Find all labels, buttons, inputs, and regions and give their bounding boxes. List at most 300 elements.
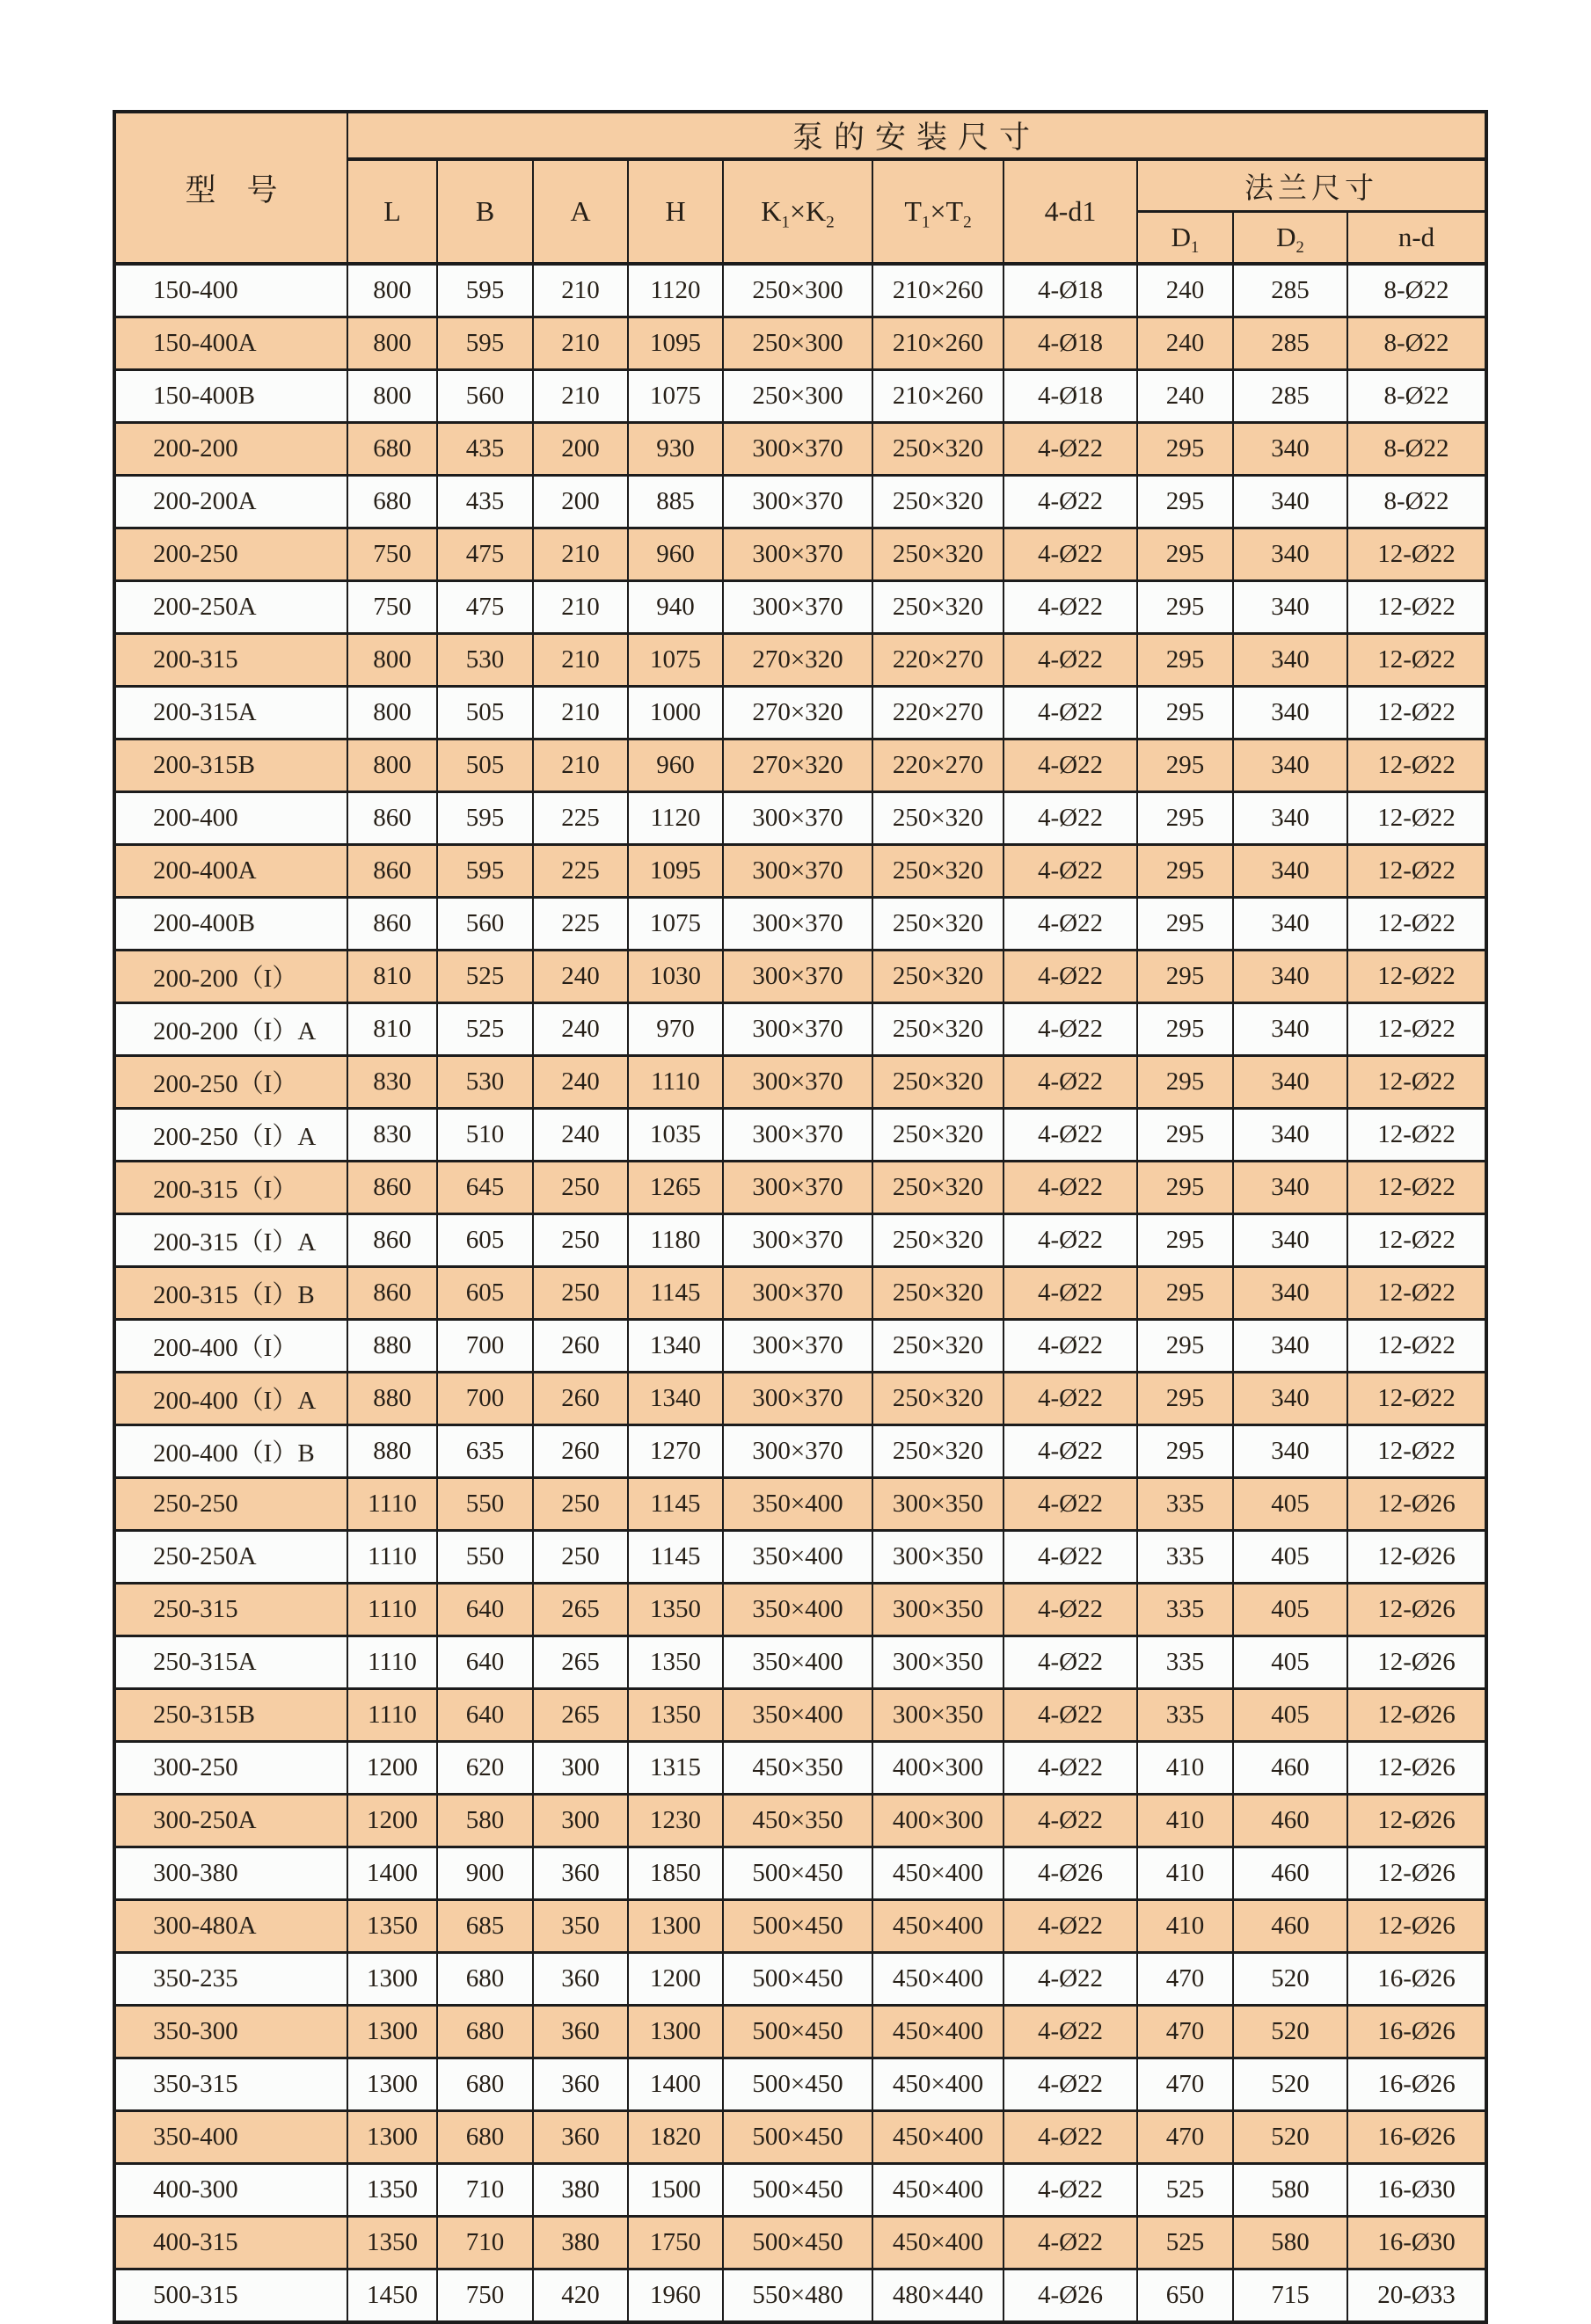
cell-T1xT2: 450×400 — [872, 1900, 1003, 1953]
cell-4-d1: 4-Ø18 — [1003, 370, 1137, 423]
cell-B: 435 — [437, 423, 533, 476]
cell-A: 260 — [533, 1320, 628, 1373]
cell-4-d1: 4-Ø22 — [1003, 2164, 1137, 2217]
cell-4-d1: 4-Ø22 — [1003, 634, 1137, 687]
cell-K1xK2: 300×370 — [723, 1162, 872, 1214]
cell-A: 300 — [533, 1742, 628, 1795]
cell-T1xT2: 220×270 — [872, 634, 1003, 687]
cell-4-d1: 4-Ø22 — [1003, 687, 1137, 739]
cell-n-d: 12-Ø22 — [1347, 528, 1486, 581]
cell-n-d: 12-Ø22 — [1347, 1320, 1486, 1373]
cell-D1: 295 — [1137, 581, 1233, 634]
cell-4-d1: 4-Ø22 — [1003, 2058, 1137, 2111]
cell-n-d: 12-Ø26 — [1347, 1742, 1486, 1795]
cell-D2: 285 — [1233, 264, 1347, 317]
cell-D1: 410 — [1137, 1795, 1233, 1847]
cell-A: 210 — [533, 581, 628, 634]
cell-D2: 340 — [1233, 1003, 1347, 1056]
cell-B: 710 — [437, 2217, 533, 2269]
cell-H: 1820 — [628, 2111, 723, 2164]
cell-T1xT2: 450×400 — [872, 1847, 1003, 1900]
header-D2-base: D — [1276, 222, 1296, 252]
cell-B: 475 — [437, 528, 533, 581]
cell-n-d: 12-Ø22 — [1347, 792, 1486, 845]
cell-D2: 405 — [1233, 1478, 1347, 1531]
cell-n-d: 12-Ø22 — [1347, 1267, 1486, 1320]
cell-D2: 340 — [1233, 581, 1347, 634]
table-row — [114, 370, 1486, 423]
header-T2-sub: 2 — [963, 213, 972, 232]
cell-n-d: 16-Ø26 — [1347, 2111, 1486, 2164]
cell-K1xK2: 300×370 — [723, 1109, 872, 1162]
cell-T1xT2: 450×400 — [872, 2164, 1003, 2217]
pump-dimensions-sheet — [113, 110, 1488, 2324]
table-row — [114, 1373, 1486, 1425]
cell-K1xK2: 300×370 — [723, 423, 872, 476]
cell-A: 210 — [533, 634, 628, 687]
header-D1 — [1137, 212, 1233, 265]
header-D2-sub: 2 — [1295, 238, 1304, 258]
cell-D2: 520 — [1233, 2006, 1347, 2058]
cell-A: 210 — [533, 528, 628, 581]
cell-K1xK2: 500×450 — [723, 2111, 872, 2164]
cell-A: 250 — [533, 1531, 628, 1584]
cell-model: 200-250A — [114, 581, 347, 634]
cell-K1xK2: 550×480 — [723, 2269, 872, 2323]
cell-n-d: 8-Ø22 — [1347, 423, 1486, 476]
cell-D1: 295 — [1137, 687, 1233, 739]
cell-B: 580 — [437, 1795, 533, 1847]
cell-D2: 340 — [1233, 951, 1347, 1003]
cell-L: 800 — [347, 634, 437, 687]
cell-D2: 340 — [1233, 1109, 1347, 1162]
cell-n-d: 16-Ø30 — [1347, 2164, 1486, 2217]
table-row — [114, 476, 1486, 528]
table-row — [114, 739, 1486, 792]
cell-T1xT2: 300×350 — [872, 1531, 1003, 1584]
cell-model: 200-400A — [114, 845, 347, 898]
cell-D1: 410 — [1137, 1742, 1233, 1795]
cell-D1: 470 — [1137, 2058, 1233, 2111]
cell-D1: 335 — [1137, 1636, 1233, 1689]
header-flange-dimensions: 法兰尺寸 — [1137, 159, 1486, 212]
cell-D2: 520 — [1233, 2111, 1347, 2164]
cell-T1xT2: 250×320 — [872, 792, 1003, 845]
cell-L: 750 — [347, 581, 437, 634]
cell-n-d: 12-Ø26 — [1347, 1636, 1486, 1689]
cell-model: 200-200 — [114, 423, 347, 476]
table-row — [114, 2058, 1486, 2111]
cell-D1: 410 — [1137, 1847, 1233, 1900]
cell-4-d1: 4-Ø22 — [1003, 1320, 1137, 1373]
cell-model: 400-300 — [114, 2164, 347, 2217]
table-row — [114, 581, 1486, 634]
cell-D2: 340 — [1233, 1056, 1347, 1109]
cell-K1xK2: 300×370 — [723, 1056, 872, 1109]
cell-H: 1350 — [628, 1689, 723, 1742]
cell-D1: 295 — [1137, 1162, 1233, 1214]
cell-K1xK2: 350×400 — [723, 1636, 872, 1689]
cell-model: 250-250A — [114, 1531, 347, 1584]
cell-n-d: 12-Ø26 — [1347, 1689, 1486, 1742]
cell-A: 250 — [533, 1267, 628, 1320]
table-row — [114, 1584, 1486, 1636]
cell-T1xT2: 250×320 — [872, 845, 1003, 898]
cell-A: 210 — [533, 370, 628, 423]
cell-T1xT2: 250×320 — [872, 528, 1003, 581]
cell-D1: 295 — [1137, 1267, 1233, 1320]
header-install-dimensions-title: 泵的安装尺寸 — [347, 112, 1486, 159]
cell-D2: 715 — [1233, 2269, 1347, 2323]
cell-A: 360 — [533, 2058, 628, 2111]
cell-B: 710 — [437, 2164, 533, 2217]
cell-H: 1850 — [628, 1847, 723, 1900]
cell-A: 240 — [533, 1056, 628, 1109]
cell-H: 1340 — [628, 1373, 723, 1425]
cell-L: 1300 — [347, 2111, 437, 2164]
cell-K1xK2: 300×370 — [723, 528, 872, 581]
cell-D1: 295 — [1137, 951, 1233, 1003]
cell-K1xK2: 500×450 — [723, 2217, 872, 2269]
cell-H: 1075 — [628, 370, 723, 423]
cell-n-d: 12-Ø26 — [1347, 1900, 1486, 1953]
cell-H: 1315 — [628, 1742, 723, 1795]
cell-B: 645 — [437, 1162, 533, 1214]
cell-H: 885 — [628, 476, 723, 528]
header-B: B — [437, 159, 533, 264]
cell-L: 1400 — [347, 1847, 437, 1900]
cell-L: 1110 — [347, 1531, 437, 1584]
cell-D2: 340 — [1233, 1373, 1347, 1425]
cell-K1xK2: 250×300 — [723, 264, 872, 317]
cell-n-d: 12-Ø26 — [1347, 1847, 1486, 1900]
table-row — [114, 1531, 1486, 1584]
cell-B: 700 — [437, 1373, 533, 1425]
cell-H: 970 — [628, 1003, 723, 1056]
cell-4-d1: 4-Ø22 — [1003, 1531, 1137, 1584]
table-row — [114, 2006, 1486, 2058]
cell-L: 830 — [347, 1056, 437, 1109]
cell-L: 1110 — [347, 1689, 437, 1742]
cell-model: 350-315 — [114, 2058, 347, 2111]
cell-B: 640 — [437, 1636, 533, 1689]
cell-H: 1120 — [628, 264, 723, 317]
cell-D1: 525 — [1137, 2217, 1233, 2269]
cell-L: 800 — [347, 687, 437, 739]
cell-L: 1300 — [347, 2006, 437, 2058]
cell-D1: 295 — [1137, 739, 1233, 792]
cell-H: 1270 — [628, 1425, 723, 1478]
cell-B: 685 — [437, 1900, 533, 1953]
cell-A: 250 — [533, 1214, 628, 1267]
cell-D2: 340 — [1233, 634, 1347, 687]
cell-n-d: 12-Ø22 — [1347, 1373, 1486, 1425]
cell-D1: 470 — [1137, 2111, 1233, 2164]
cell-D1: 295 — [1137, 423, 1233, 476]
cell-model: 200-250 — [114, 528, 347, 581]
cell-H: 1200 — [628, 1953, 723, 2006]
cell-D2: 340 — [1233, 687, 1347, 739]
cell-model: 200-200（I） — [114, 951, 347, 1003]
cell-A: 210 — [533, 264, 628, 317]
cell-K1xK2: 300×370 — [723, 1003, 872, 1056]
table-row — [114, 1056, 1486, 1109]
cell-D2: 340 — [1233, 898, 1347, 951]
cell-D2: 340 — [1233, 1425, 1347, 1478]
cell-4-d1: 4-Ø22 — [1003, 1109, 1137, 1162]
cell-A: 300 — [533, 1795, 628, 1847]
cell-A: 200 — [533, 423, 628, 476]
header-K2-base: K — [806, 195, 827, 227]
table-row — [114, 634, 1486, 687]
cell-K1xK2: 500×450 — [723, 1953, 872, 2006]
cell-B: 750 — [437, 2269, 533, 2323]
cell-D2: 340 — [1233, 1214, 1347, 1267]
cell-T1xT2: 450×400 — [872, 2058, 1003, 2111]
cell-4-d1: 4-Ø22 — [1003, 1742, 1137, 1795]
cell-H: 1350 — [628, 1636, 723, 1689]
cell-4-d1: 4-Ø22 — [1003, 1795, 1137, 1847]
cell-B: 680 — [437, 2006, 533, 2058]
cell-K1xK2: 300×370 — [723, 898, 872, 951]
cell-D1: 525 — [1137, 2164, 1233, 2217]
cell-B: 475 — [437, 581, 533, 634]
cell-4-d1: 4-Ø22 — [1003, 1425, 1137, 1478]
cell-B: 680 — [437, 1953, 533, 2006]
cell-T1xT2: 450×400 — [872, 2111, 1003, 2164]
cell-K1xK2: 270×320 — [723, 687, 872, 739]
cell-L: 1110 — [347, 1584, 437, 1636]
cell-4-d1: 4-Ø22 — [1003, 1056, 1137, 1109]
cell-4-d1: 4-Ø22 — [1003, 476, 1137, 528]
cell-model: 200-400（I）A — [114, 1373, 347, 1425]
cell-L: 1110 — [347, 1478, 437, 1531]
cell-B: 550 — [437, 1478, 533, 1531]
cell-4-d1: 4-Ø22 — [1003, 1373, 1137, 1425]
cell-H: 1030 — [628, 951, 723, 1003]
cell-D2: 460 — [1233, 1742, 1347, 1795]
cell-D1: 335 — [1137, 1689, 1233, 1742]
cell-A: 265 — [533, 1584, 628, 1636]
cell-K1xK2: 450×350 — [723, 1742, 872, 1795]
cell-model: 300-250 — [114, 1742, 347, 1795]
cell-D2: 285 — [1233, 317, 1347, 370]
cell-K1xK2: 500×450 — [723, 2164, 872, 2217]
table-row — [114, 845, 1486, 898]
cell-H: 1265 — [628, 1162, 723, 1214]
cell-B: 900 — [437, 1847, 533, 1900]
cell-model: 500-315 — [114, 2269, 347, 2323]
table-body — [114, 264, 1486, 2322]
header-H: H — [628, 159, 723, 264]
cell-H: 1145 — [628, 1478, 723, 1531]
cell-4-d1: 4-Ø22 — [1003, 792, 1137, 845]
cell-B: 595 — [437, 264, 533, 317]
cell-T1xT2: 300×350 — [872, 1689, 1003, 1742]
cell-L: 800 — [347, 264, 437, 317]
cell-T1xT2: 250×320 — [872, 1214, 1003, 1267]
cell-model: 250-315A — [114, 1636, 347, 1689]
cell-n-d: 16-Ø26 — [1347, 2058, 1486, 2111]
cell-n-d: 12-Ø22 — [1347, 1109, 1486, 1162]
header-L: L — [347, 159, 437, 264]
cell-n-d: 12-Ø22 — [1347, 634, 1486, 687]
cell-K1xK2: 350×400 — [723, 1531, 872, 1584]
cell-D2: 460 — [1233, 1847, 1347, 1900]
cell-n-d: 8-Ø22 — [1347, 264, 1486, 317]
header-D1-base: D — [1171, 222, 1192, 252]
cell-n-d: 8-Ø22 — [1347, 370, 1486, 423]
cell-T1xT2: 250×320 — [872, 476, 1003, 528]
cell-H: 1110 — [628, 1056, 723, 1109]
cell-4-d1: 4-Ø26 — [1003, 2269, 1137, 2323]
table-row — [114, 2217, 1486, 2269]
cell-H: 1075 — [628, 898, 723, 951]
header-T1xT2 — [872, 159, 1003, 264]
cell-T1xT2: 250×320 — [872, 1373, 1003, 1425]
cell-H: 940 — [628, 581, 723, 634]
cell-model: 200-200（I）A — [114, 1003, 347, 1056]
cell-B: 620 — [437, 1742, 533, 1795]
cell-n-d: 12-Ø22 — [1347, 1162, 1486, 1214]
header-K1xK2 — [723, 159, 872, 264]
cell-D2: 340 — [1233, 528, 1347, 581]
cell-A: 360 — [533, 1953, 628, 2006]
table-row — [114, 1900, 1486, 1953]
cell-model: 150-400 — [114, 264, 347, 317]
cell-T1xT2: 250×320 — [872, 951, 1003, 1003]
table-row — [114, 2111, 1486, 2164]
cell-4-d1: 4-Ø22 — [1003, 1636, 1137, 1689]
cell-D2: 405 — [1233, 1531, 1347, 1584]
cell-H: 1095 — [628, 845, 723, 898]
table-row — [114, 317, 1486, 370]
cell-H: 1230 — [628, 1795, 723, 1847]
cell-L: 810 — [347, 951, 437, 1003]
table-row — [114, 1742, 1486, 1795]
cell-T1xT2: 250×320 — [872, 1267, 1003, 1320]
cell-A: 420 — [533, 2269, 628, 2323]
cell-n-d: 8-Ø22 — [1347, 476, 1486, 528]
cell-4-d1: 4-Ø18 — [1003, 317, 1137, 370]
table-row — [114, 423, 1486, 476]
cell-B: 640 — [437, 1689, 533, 1742]
cell-K1xK2: 300×370 — [723, 792, 872, 845]
cell-D1: 295 — [1137, 845, 1233, 898]
cell-L: 1350 — [347, 1900, 437, 1953]
cell-4-d1: 4-Ø22 — [1003, 1267, 1137, 1320]
cell-H: 1120 — [628, 792, 723, 845]
cell-K1xK2: 300×370 — [723, 1320, 872, 1373]
cell-D2: 340 — [1233, 739, 1347, 792]
table-row — [114, 528, 1486, 581]
table-row — [114, 792, 1486, 845]
cell-K1xK2: 500×450 — [723, 2006, 872, 2058]
cell-D2: 340 — [1233, 792, 1347, 845]
cell-B: 435 — [437, 476, 533, 528]
cell-4-d1: 4-Ø22 — [1003, 1900, 1137, 1953]
cell-A: 210 — [533, 687, 628, 739]
cell-L: 800 — [347, 370, 437, 423]
table-row — [114, 2269, 1486, 2323]
cell-T1xT2: 400×300 — [872, 1742, 1003, 1795]
cell-4-d1: 4-Ø22 — [1003, 423, 1137, 476]
cell-T1xT2: 250×320 — [872, 898, 1003, 951]
cell-T1xT2: 300×350 — [872, 1478, 1003, 1531]
cell-H: 930 — [628, 423, 723, 476]
cell-D1: 295 — [1137, 1214, 1233, 1267]
cell-n-d: 20-Ø33 — [1347, 2269, 1486, 2323]
header-model: 型 号 — [114, 112, 347, 264]
cell-L: 860 — [347, 1267, 437, 1320]
cell-D1: 470 — [1137, 1953, 1233, 2006]
cell-T1xT2: 250×320 — [872, 1109, 1003, 1162]
cell-A: 250 — [533, 1162, 628, 1214]
cell-B: 505 — [437, 739, 533, 792]
cell-L: 860 — [347, 1162, 437, 1214]
cell-H: 1095 — [628, 317, 723, 370]
cell-H: 960 — [628, 528, 723, 581]
cell-B: 560 — [437, 898, 533, 951]
cell-H: 1145 — [628, 1531, 723, 1584]
cell-B: 525 — [437, 951, 533, 1003]
cell-n-d: 12-Ø26 — [1347, 1478, 1486, 1531]
cell-B: 605 — [437, 1214, 533, 1267]
cell-model: 200-400（I）B — [114, 1425, 347, 1478]
cell-B: 680 — [437, 2058, 533, 2111]
cell-H: 1750 — [628, 2217, 723, 2269]
cell-K1xK2: 350×400 — [723, 1478, 872, 1531]
cell-D2: 520 — [1233, 1953, 1347, 2006]
cell-D2: 340 — [1233, 1267, 1347, 1320]
cell-D1: 335 — [1137, 1584, 1233, 1636]
cell-L: 880 — [347, 1320, 437, 1373]
cell-A: 240 — [533, 1109, 628, 1162]
times-symbol: × — [789, 195, 806, 227]
cell-D1: 470 — [1137, 2006, 1233, 2058]
cell-model: 200-400（I） — [114, 1320, 347, 1373]
cell-D2: 340 — [1233, 1162, 1347, 1214]
cell-K1xK2: 300×370 — [723, 476, 872, 528]
cell-K1xK2: 270×320 — [723, 739, 872, 792]
cell-B: 510 — [437, 1109, 533, 1162]
table-row — [114, 1478, 1486, 1531]
cell-L: 860 — [347, 898, 437, 951]
cell-4-d1: 4-Ø22 — [1003, 2217, 1137, 2269]
cell-D1: 650 — [1137, 2269, 1233, 2323]
cell-A: 210 — [533, 739, 628, 792]
cell-4-d1: 4-Ø22 — [1003, 1214, 1137, 1267]
cell-H: 960 — [628, 739, 723, 792]
cell-4-d1: 4-Ø22 — [1003, 898, 1137, 951]
cell-K1xK2: 350×400 — [723, 1689, 872, 1742]
cell-model: 400-315 — [114, 2217, 347, 2269]
cell-B: 640 — [437, 1584, 533, 1636]
cell-H: 1075 — [628, 634, 723, 687]
cell-model: 250-250 — [114, 1478, 347, 1531]
cell-L: 860 — [347, 792, 437, 845]
cell-T1xT2: 220×270 — [872, 739, 1003, 792]
cell-D1: 295 — [1137, 1109, 1233, 1162]
cell-T1xT2: 250×320 — [872, 581, 1003, 634]
cell-D1: 335 — [1137, 1531, 1233, 1584]
cell-K1xK2: 350×400 — [723, 1584, 872, 1636]
header-D1-sub: 1 — [1191, 238, 1200, 258]
cell-n-d: 12-Ø22 — [1347, 951, 1486, 1003]
times-symbol: × — [930, 195, 946, 227]
cell-model: 350-235 — [114, 1953, 347, 2006]
cell-D2: 340 — [1233, 845, 1347, 898]
